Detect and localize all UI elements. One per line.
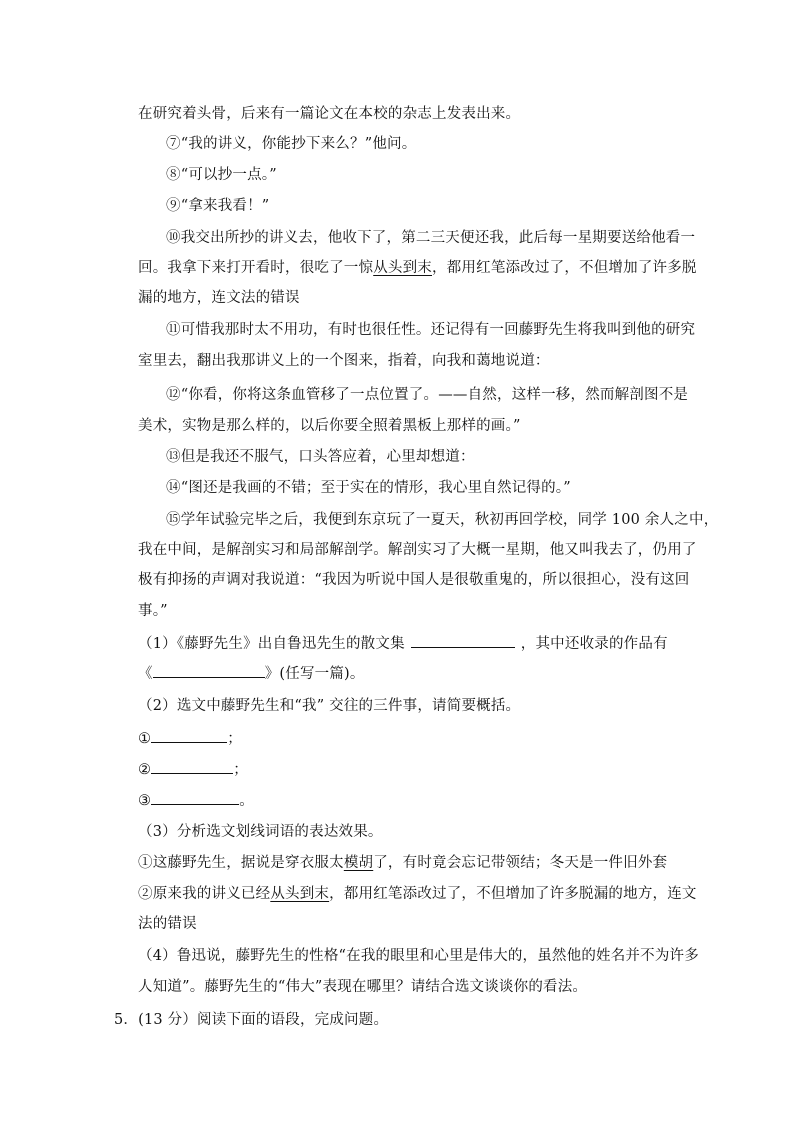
passage-line bbox=[166, 447, 475, 467]
question-3-item-2 bbox=[138, 884, 697, 904]
question-text: 》(任写一篇)。 bbox=[264, 666, 365, 682]
passage-text: 回。我拿下来打开看时，很吃了一惊 bbox=[138, 260, 374, 276]
question-text: ，其中还收录的作品有 bbox=[520, 636, 668, 652]
question-text: ； bbox=[233, 762, 248, 778]
question-text: ； bbox=[227, 731, 242, 747]
passage-text: ⑪可惜我那时太不用功，有时也很任性。还记得有一回藤野先生将我叫到他的研究 bbox=[166, 322, 696, 338]
passage-line bbox=[138, 258, 697, 278]
question-text: （3）分析选文划线词语的表达效果。 bbox=[138, 824, 383, 840]
underlined-phrase: 从头到末 bbox=[270, 886, 330, 902]
question-text: 。 bbox=[239, 793, 254, 809]
passage-text: 室里去，翻出我那讲义上的一个图来，指着，向我和蔼地说道： bbox=[138, 353, 550, 369]
passage-text: ⑮学年试验完毕之后，我便到东京玩了一夏天，秋初再回学校，同学 100 余人之中， bbox=[166, 512, 719, 528]
passage-line bbox=[138, 416, 521, 436]
passage-line bbox=[166, 478, 571, 498]
passage-text: ⑨“拿来我看！” bbox=[166, 198, 270, 214]
question-text: ①这藤野先生，据说是穿衣服太 bbox=[138, 855, 344, 871]
passage-line bbox=[138, 288, 300, 308]
passage-text: 事。” bbox=[138, 603, 168, 619]
question-text: 人知道”。藤野先生的“伟大”表现在哪里？请结合选文谈谈你的看法。 bbox=[138, 979, 588, 995]
question-1-line-2 bbox=[138, 663, 365, 684]
question-3-item-1 bbox=[138, 853, 667, 873]
answer-blank[interactable] bbox=[151, 759, 233, 774]
passage-text: 美术，实物是那么样的，以后你要全照着黑板上那样的画。” bbox=[138, 418, 521, 434]
question-2-item-3 bbox=[138, 790, 254, 811]
answer-blank[interactable] bbox=[411, 633, 515, 648]
item-marker: ① bbox=[138, 731, 152, 747]
item-marker: ③ bbox=[138, 793, 152, 809]
answer-blank[interactable] bbox=[151, 728, 227, 743]
question-1 bbox=[138, 633, 668, 654]
passage-text: ⑩我交出所抄的讲义去，他收下了，第二三天便还我，此后每一星期要送给他看一 bbox=[166, 230, 696, 246]
passage-line bbox=[166, 165, 277, 185]
question-5-heading bbox=[114, 1010, 388, 1030]
passage-text: ⑦“我的讲义，你能抄下来么？”他问。 bbox=[166, 136, 417, 152]
question-3 bbox=[138, 822, 383, 842]
passage-text: ，都用红笔添改过了，不但增加了许多脱 bbox=[432, 260, 697, 276]
passage-line bbox=[138, 351, 550, 371]
question-4 bbox=[138, 946, 699, 966]
passage-text: ⑧“可以抄一点。” bbox=[166, 167, 277, 183]
passage-text: ⑫“你看，你将这条血管移了一点位置了。——自然，这样一移，然而解剖图不是 bbox=[166, 387, 689, 403]
question-text: 《 bbox=[138, 666, 153, 682]
passage-line bbox=[166, 510, 718, 530]
underlined-phrase: 模胡 bbox=[343, 855, 374, 871]
passage-text: ⑭“图还是我画的不错；至于实在的情形，我心里自然记得的。” bbox=[166, 480, 571, 496]
passage-line bbox=[138, 104, 520, 124]
question-text: 5．(13 分）阅读下面的语段，完成问题。 bbox=[114, 1012, 389, 1028]
passage-line bbox=[138, 540, 697, 560]
question-text: （4）鲁迅说，藤野先生的性格“在我的眼里和心里是伟大的，虽然他的姓名并不为许多 bbox=[138, 948, 699, 964]
question-text: ②原来我的讲义已经 bbox=[138, 886, 271, 902]
passage-text: ⑬但是我还不服气，口头答应着，心里却想道： bbox=[166, 449, 475, 465]
passage-line bbox=[138, 601, 168, 621]
question-text: （2）选文中藤野先生和“我” 交往的三件事，请简要概括。 bbox=[138, 698, 521, 714]
question-text: （1）《藤野先生》出自鲁迅先生的散文集 bbox=[138, 636, 405, 652]
passage-text: 极有抑扬的声调对我说道：“我因为听说中国人是很敬重鬼的，所以很担心，没有这回 bbox=[138, 572, 690, 588]
question-2-item-1 bbox=[138, 728, 242, 749]
passage-text: 在研究着头骨，后来有一篇论文在本校的杂志上发表出来。 bbox=[138, 106, 521, 122]
underlined-phrase: 从头到末 bbox=[373, 260, 433, 276]
question-text: ，都用红笔添改过了，不但增加了许多脱漏的地方，连文 bbox=[329, 886, 697, 902]
question-text: 法的错误 bbox=[138, 916, 197, 932]
item-marker: ② bbox=[138, 762, 152, 778]
passage-text: 漏的地方，连文法的错误 bbox=[138, 290, 300, 306]
question-4-cont bbox=[138, 977, 587, 997]
answer-blank[interactable] bbox=[151, 790, 239, 805]
passage-line bbox=[166, 320, 695, 340]
question-3-item-2-cont bbox=[138, 914, 197, 934]
passage-line bbox=[166, 196, 269, 216]
passage-text: 我在中间，是解剖实习和局部解剖学。解剖实习了大概一星期，他又叫我去了，仍用了 bbox=[138, 542, 697, 558]
passage-line bbox=[138, 570, 690, 590]
passage-line bbox=[166, 385, 688, 405]
question-text: 了，有时竟会忘记带领结；冬天是一件旧外套 bbox=[373, 855, 668, 871]
passage-line bbox=[166, 134, 416, 154]
question-2-item-2 bbox=[138, 759, 248, 780]
question-2 bbox=[138, 696, 520, 716]
answer-blank[interactable] bbox=[153, 663, 265, 678]
passage-line bbox=[166, 228, 695, 248]
